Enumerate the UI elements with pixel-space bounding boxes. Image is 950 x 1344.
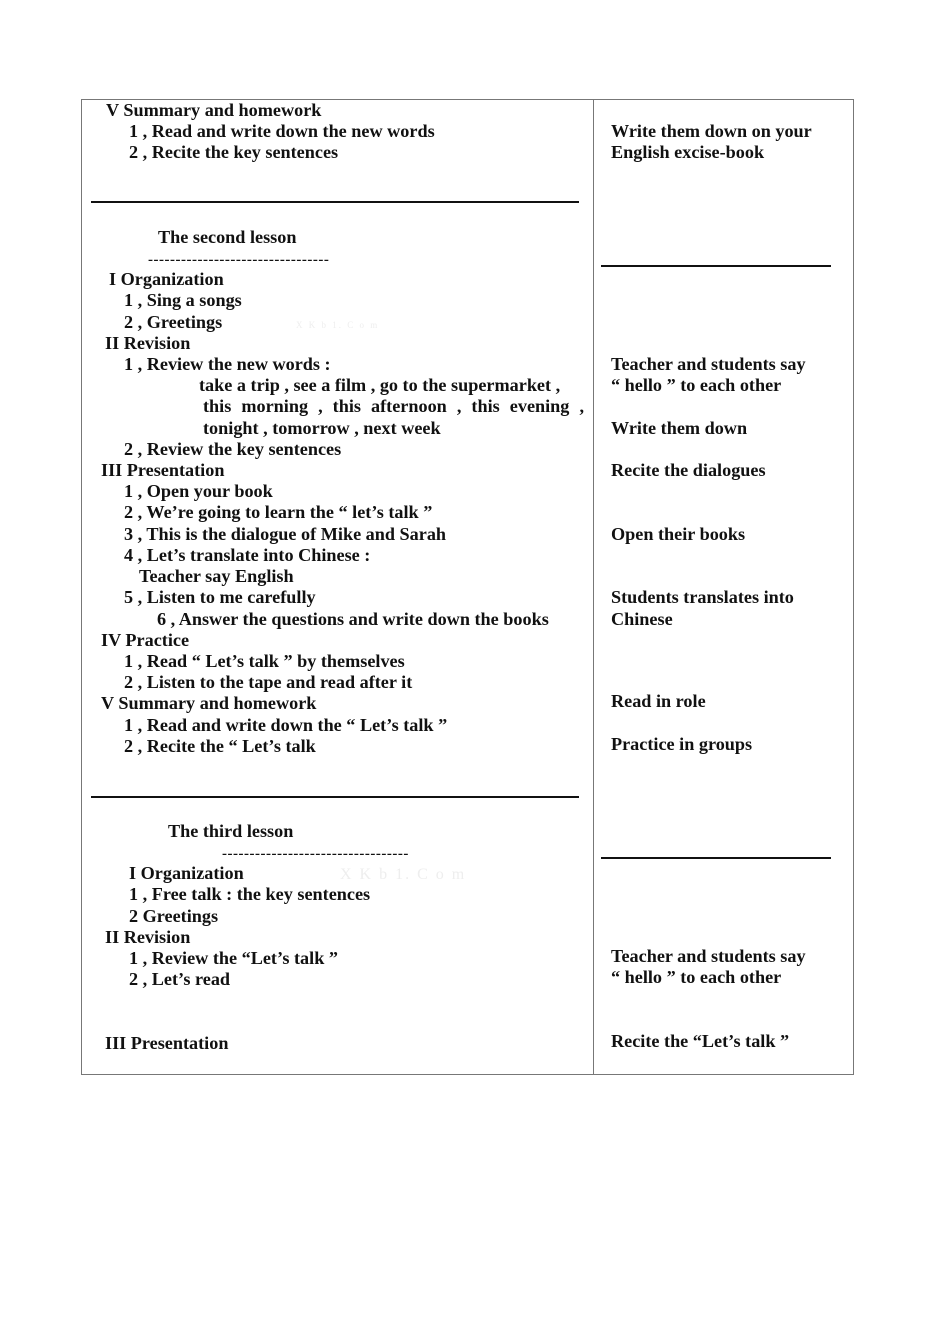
presentation-sub: Teacher say English bbox=[139, 566, 294, 586]
summary-2-item-1: 1 , Read and write down the “ Let’s talk ” bbox=[124, 715, 448, 735]
right-separator-rule bbox=[601, 265, 831, 267]
organization-3-item-1: 1 , Free talk : the key sentences bbox=[129, 884, 371, 904]
activity-write-line-2: English excise-book bbox=[611, 142, 765, 162]
practice-item-2: 2 , Listen to the tape and read after it bbox=[124, 672, 413, 692]
presentation-item-6: 6 , Answer the questions and write down the books bbox=[157, 609, 549, 629]
third-lesson-title: The third lesson bbox=[168, 821, 294, 841]
revision-heading: II Revision bbox=[105, 333, 191, 353]
revision-item-1: 1 , Review the new words : bbox=[124, 354, 331, 374]
presentation-item-1: 1 , Open your book bbox=[124, 481, 273, 501]
summary-heading-2: V Summary and homework bbox=[101, 693, 317, 713]
presentation-item-2: 2 , We’re going to learn the “ let’s talk ” bbox=[124, 502, 433, 522]
organization-heading-3: I Organization bbox=[129, 863, 244, 883]
summary-homework-heading: V Summary and homework bbox=[106, 100, 322, 120]
activity-recite-lets-talk: Recite the “Let’s talk ” bbox=[611, 1031, 790, 1051]
right-separator-rule bbox=[601, 857, 831, 859]
activity-translate-line-1: Students translates into bbox=[611, 587, 794, 607]
presentation-item-4: 4 , Let’s translate into Chinese : bbox=[124, 545, 371, 565]
summary-2-item-2: 2 , Recite the “ Let’s talk bbox=[124, 736, 316, 756]
practice-heading: IV Practice bbox=[101, 630, 190, 650]
second-lesson-title: The second lesson bbox=[158, 227, 297, 247]
presentation-heading-3: III Presentation bbox=[105, 1033, 229, 1053]
lesson-separator-rule bbox=[91, 201, 579, 203]
presentation-heading: III Presentation bbox=[101, 460, 225, 480]
presentation-item-3: 3 , This is the dialogue of Mike and Sarah bbox=[124, 524, 447, 544]
word-list-line-2: this morning , this afternoon , this evening , bbox=[203, 396, 584, 416]
watermark-small: X K b 1. C o m bbox=[296, 320, 380, 330]
activity-read-in-role: Read in role bbox=[611, 691, 706, 711]
organization-3-item-2: 2 Greetings bbox=[129, 906, 219, 926]
activity-translate-line-2: Chinese bbox=[611, 609, 673, 629]
lesson-separator-rule bbox=[91, 796, 579, 798]
revision-3-item-1: 1 , Review the “Let’s talk ” bbox=[129, 948, 338, 968]
activity-hello-line-2: “ hello ” to each other bbox=[611, 375, 782, 395]
word-list-line-3: tonight , tomorrow , next week bbox=[203, 418, 441, 438]
title-dash-line: --------------------------------- bbox=[148, 252, 330, 268]
revision-3-item-2: 2 , Let’s read bbox=[129, 969, 231, 989]
revision-item-2: 2 , Review the key sentences bbox=[124, 439, 342, 459]
activity-hello-line-1: Teacher and students say bbox=[611, 354, 806, 374]
summary-item-2: 2 , Recite the key sentences bbox=[129, 142, 339, 162]
title-dash-line: ---------------------------------- bbox=[222, 846, 409, 862]
organization-heading: I Organization bbox=[109, 269, 224, 289]
revision-heading-3: II Revision bbox=[105, 927, 191, 947]
activity-hello-3-line-1: Teacher and students say bbox=[611, 946, 806, 966]
activity-hello-3-line-2: “ hello ” to each other bbox=[611, 967, 782, 987]
activity-write-down: Write them down bbox=[611, 418, 748, 438]
word-list-line-1: take a trip , see a film , go to the supermarket , bbox=[199, 375, 561, 395]
watermark: X K b 1. C o m bbox=[340, 866, 467, 883]
column-divider bbox=[593, 100, 594, 1074]
organization-item-2: 2 , Greetings bbox=[124, 312, 223, 332]
presentation-item-5: 5 , Listen to me carefully bbox=[124, 587, 316, 607]
practice-item-1: 1 , Read “ Let’s talk ” by themselves bbox=[124, 651, 405, 671]
activity-write-line-1: Write them down on your bbox=[611, 121, 812, 141]
organization-item-1: 1 , Sing a songs bbox=[124, 290, 242, 310]
activity-recite-dialogues: Recite the dialogues bbox=[611, 460, 766, 480]
summary-item-1: 1 , Read and write down the new words bbox=[129, 121, 435, 141]
activity-practice-groups: Practice in groups bbox=[611, 734, 753, 754]
activity-open-books: Open their books bbox=[611, 524, 746, 544]
